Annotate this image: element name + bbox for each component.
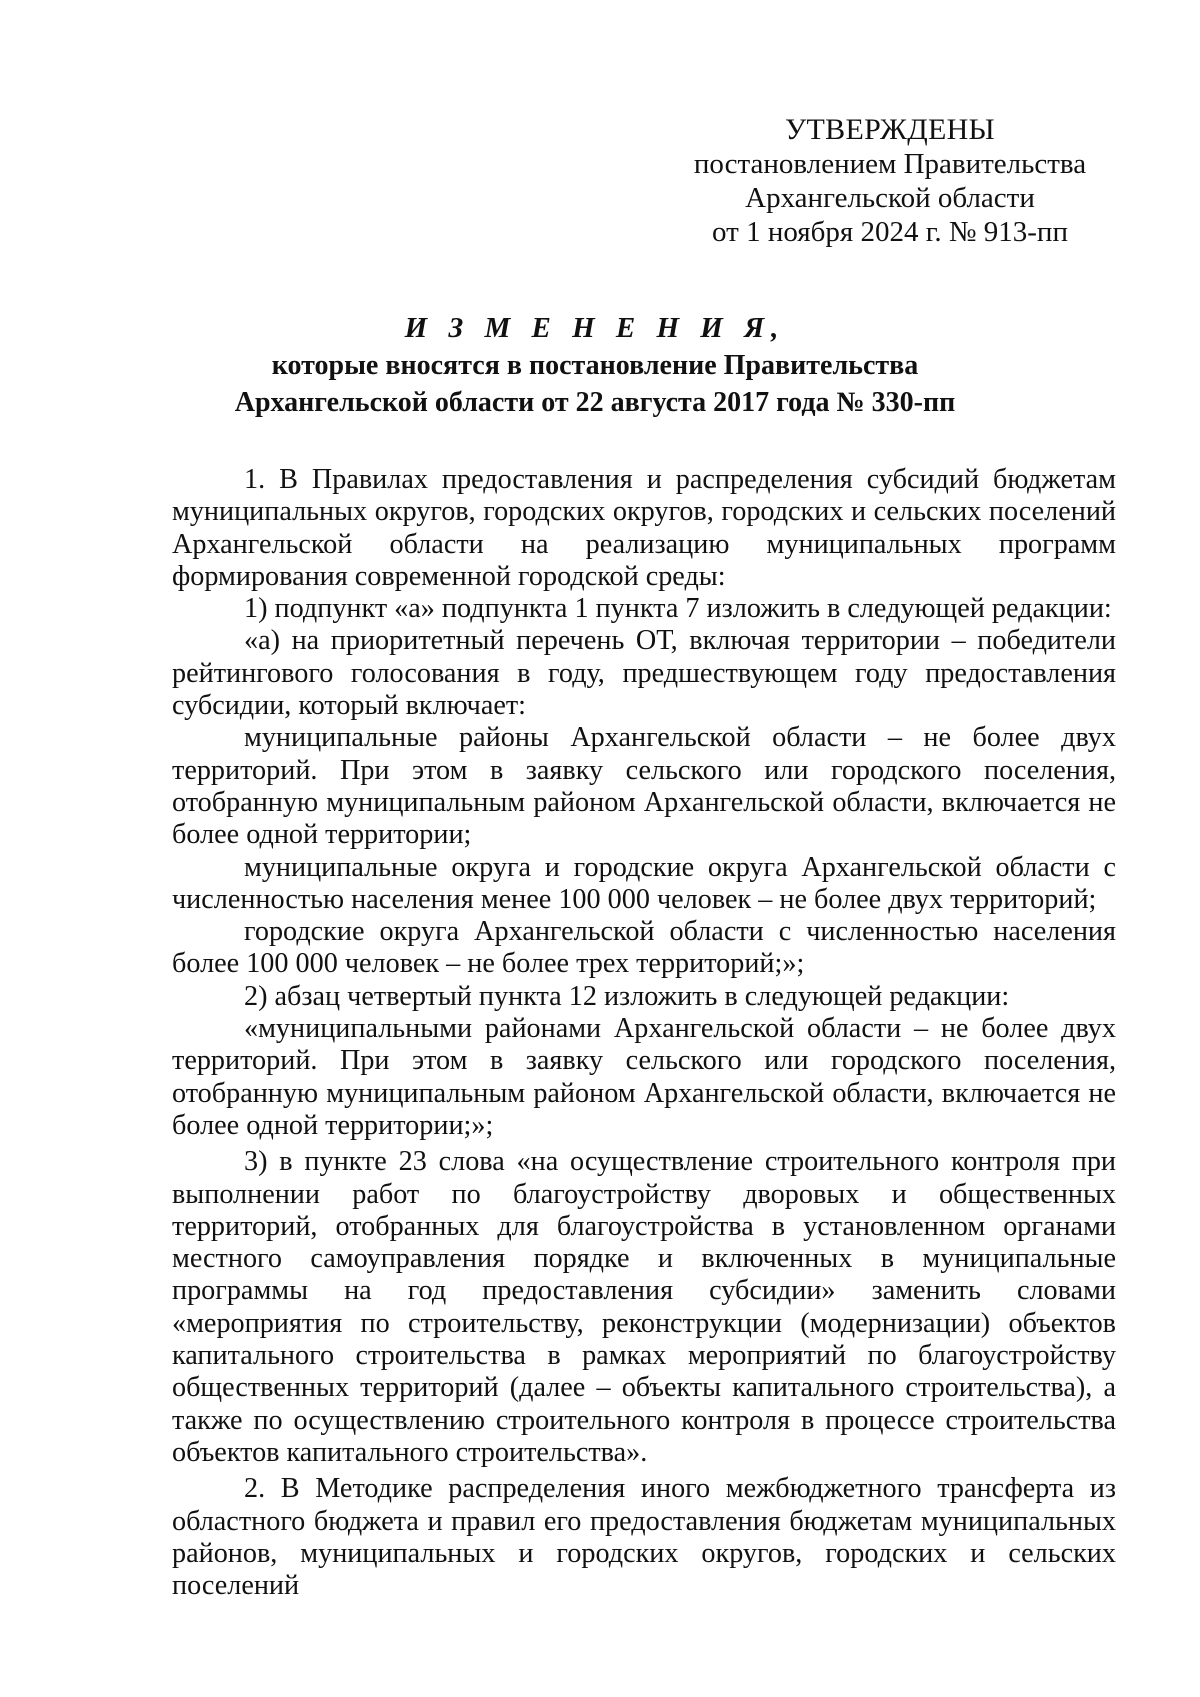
paragraph: городские округа Архангельской области с численностью населения более 100 000 человек – не более трех территорий;»; — [172, 916, 1116, 980]
approval-line: постановлением Правительства — [693, 148, 1087, 180]
paragraph: 1) подпункт «а» подпункта 1 пункта 7 изложить в следующей редакции: — [244, 593, 1112, 625]
title-subline: которые вносятся в постановление Правительства — [271, 350, 919, 381]
approval-heading: УТВЕРЖДЕНЫ — [784, 113, 996, 146]
paragraph: 2) абзац четвертый пункта 12 изложить в следующей редакции: — [244, 980, 1010, 1012]
document-title — [170, 310, 1020, 421]
approval-date: от 1 ноября 2024 г. № 913-пп — [712, 216, 1068, 248]
approval-line: Архангельской области — [745, 182, 1035, 214]
document-body — [172, 464, 1116, 1602]
paragraph: муниципальные районы Архангельской области – не более двух территорий. При этом в заявку сельского или городского поселения, отобранную муниципальным районом Архангельской области, включается не более одной территории; — [172, 722, 1116, 851]
paragraph: муниципальные округа и городские округа Архангельской области с численностью населения менее 100 000 человек – не более двух территорий; — [172, 851, 1116, 915]
title-subline: Архангельской области от 22 августа 2017 года № 330-пп — [234, 387, 956, 418]
paragraph: «а) на приоритетный перечень ОТ, включая территории – победители рейтингового голосования в году, предшествующем году предоставления субсидии, который включает: — [172, 625, 1116, 722]
paragraph: 3) в пункте 23 слова «на осуществление строительного контроля при выполнении работ по благоустройству дворовых и общественных территорий, отобранных для благоустройства в установленном органами местного самоуправления порядке и включенных в муниципальные программы на год предоставления субсидии» заменить словами «мероприятия по строительству, реконструкции (модернизации) объектов капитального строительства в рамках мероприятий по благоустройству общественных территорий (далее – объекты капитального строительства), а также по осуществлению строительного контроля в процессе строительства объектов капитального строительства». — [172, 1146, 1116, 1468]
approval-stamp — [680, 113, 1100, 249]
paragraph: «муниципальными районами Архангельской области – не более двух территорий. При этом в заявку сельского или городского поселения, отобранную муниципальным районом Архангельской области, включается не более одной территории;»; — [172, 1013, 1116, 1141]
title-heading: И З М Е Н Е Н И Я, — [404, 312, 786, 344]
paragraph: 1. В Правилах предоставления и распределения субсидий бюджетам муниципальных округов, городских округов, городских и сельских поселений Архангельской области на реализацию муниципальных программ формирования современной городской среды: — [172, 464, 1116, 592]
paragraph: 2. В Методике распределения иного межбюджетного трансферта из областного бюджета и правил его предоставления бюджетам муниципальных районов, муниципальных и городских округов, городских и сельских поселений — [172, 1473, 1116, 1602]
